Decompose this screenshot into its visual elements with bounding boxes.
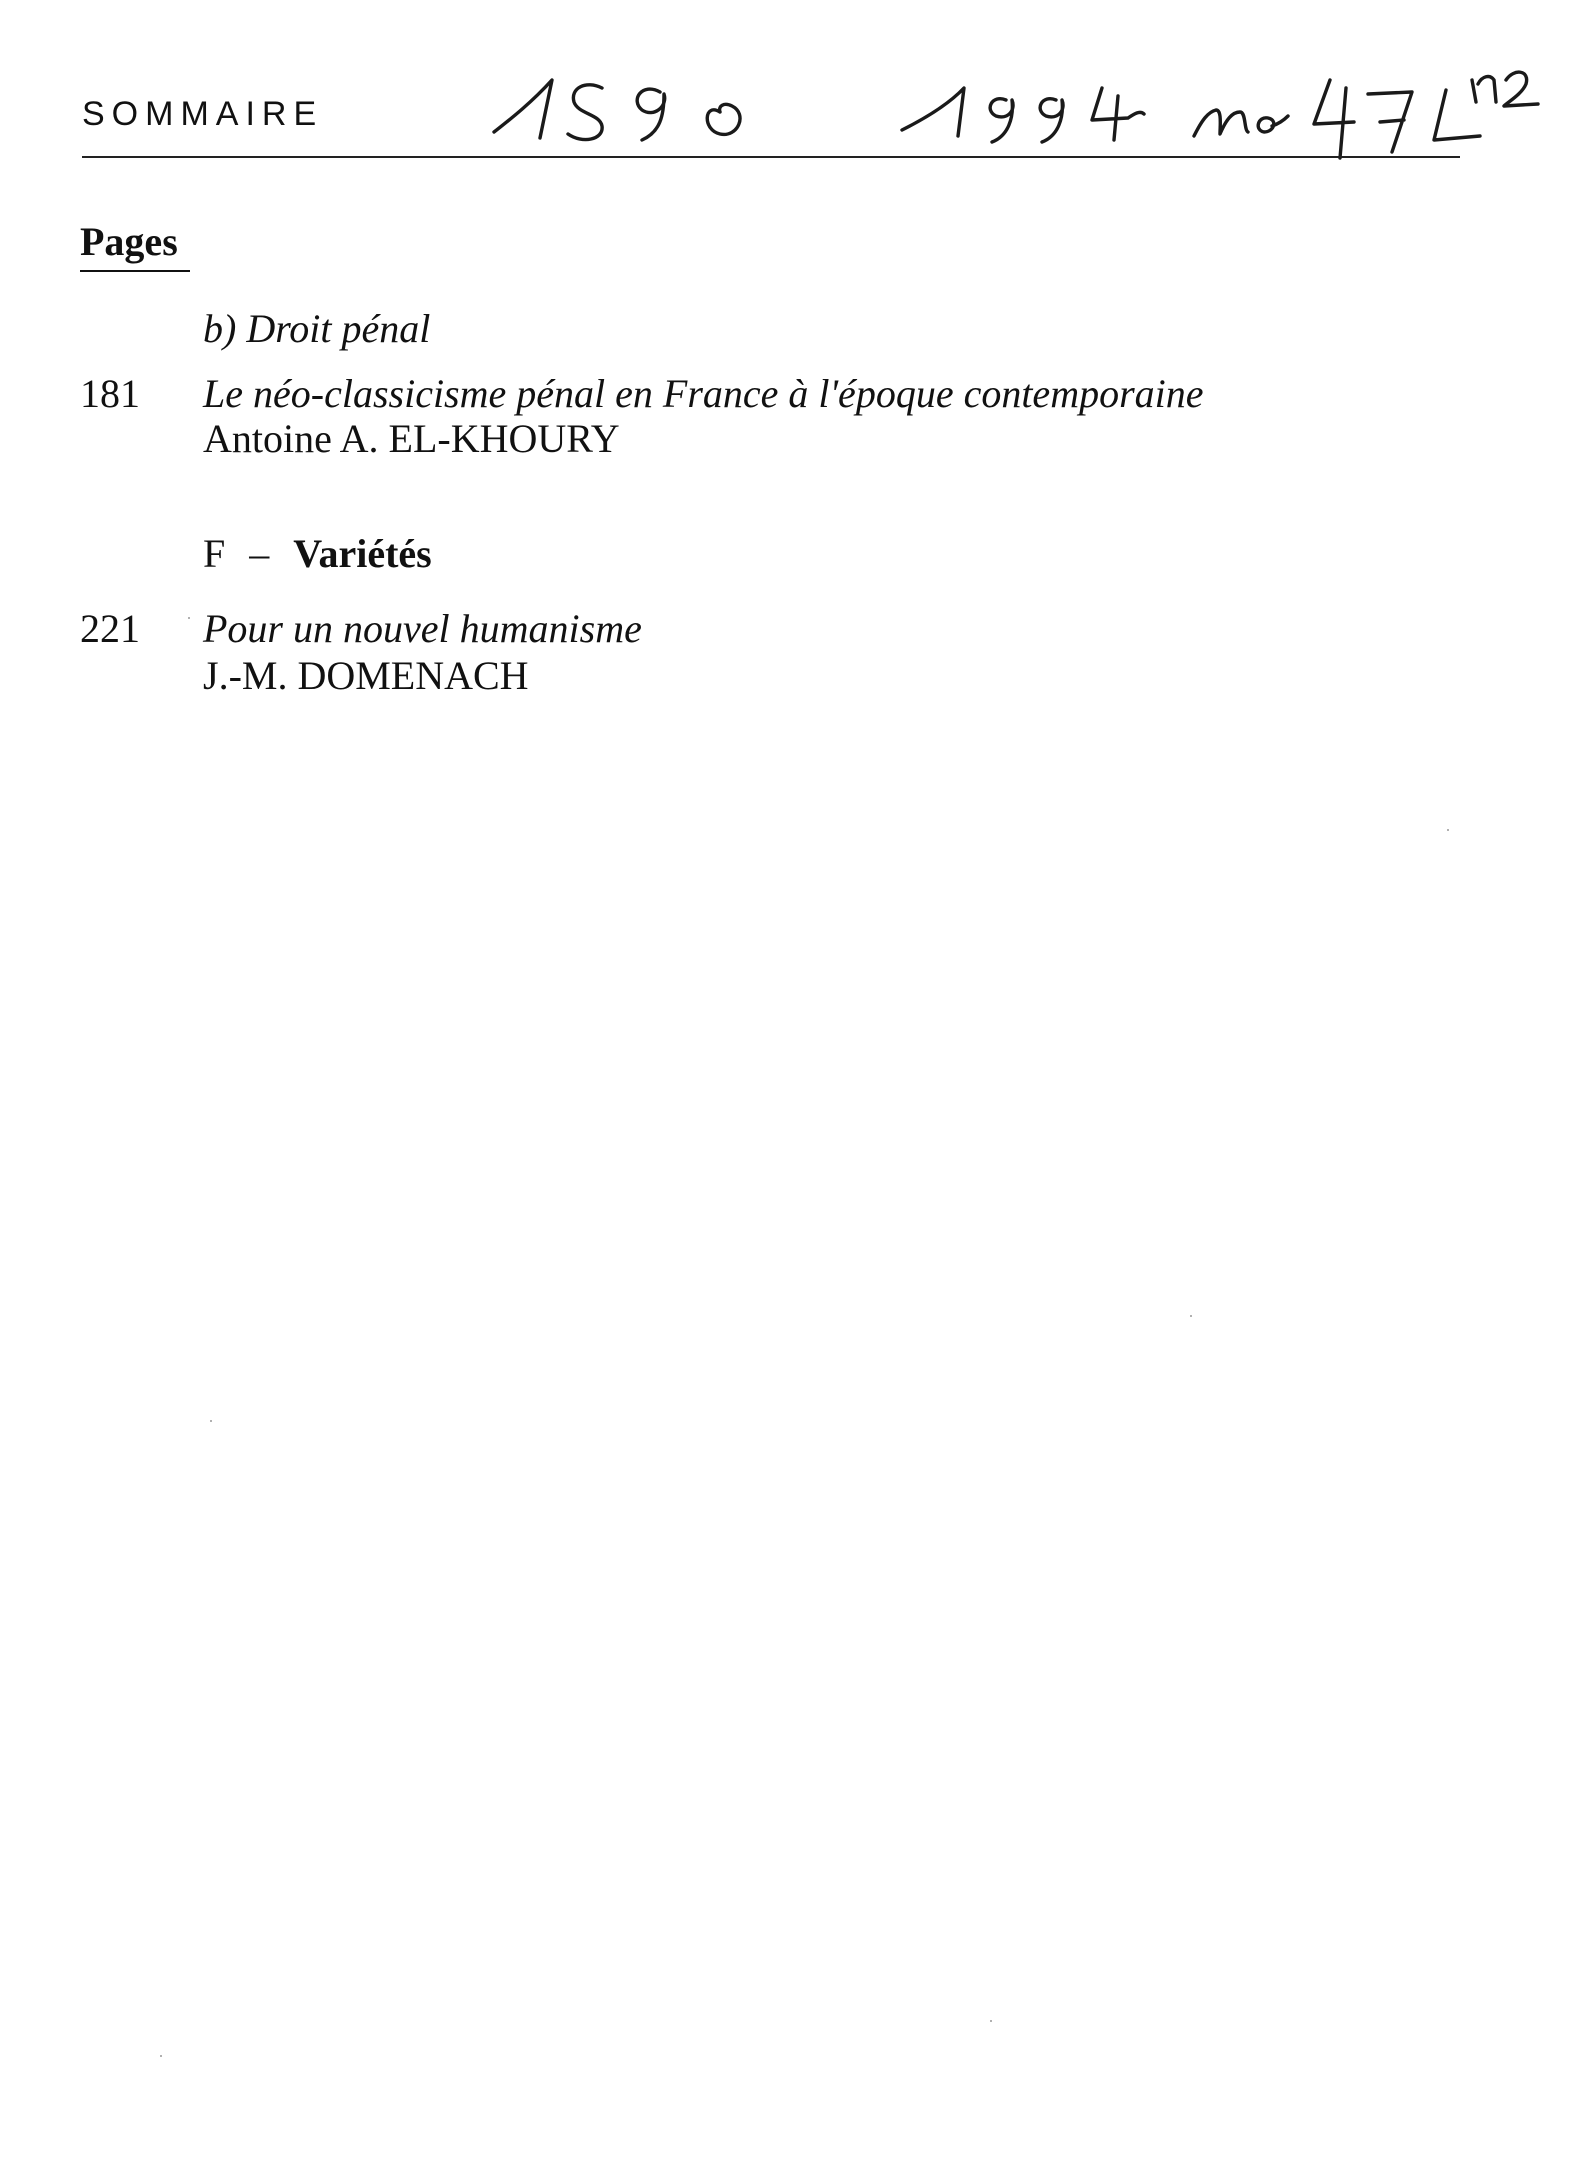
- page-header: [82, 40, 1460, 160]
- scan-speck: [160, 2055, 162, 2057]
- scan-speck: [210, 1420, 212, 1422]
- subsection-title: b) Droit pénal: [203, 306, 431, 351]
- section-letter: F: [203, 531, 226, 576]
- entry-author: J.-M. DOMENACH: [203, 653, 529, 698]
- entry-page-number: 221: [80, 606, 140, 651]
- handwritten-annotation: [402, 40, 1591, 160]
- header-divider: [82, 156, 1460, 158]
- scan-speck: [990, 2020, 992, 2022]
- entry-title: Le néo-classicisme pénal en France à l'époque contemporaine: [203, 371, 1204, 416]
- pages-underline: [80, 270, 190, 272]
- section-title: Variétés: [293, 531, 432, 576]
- section-heading: [203, 530, 432, 577]
- entry-title: Pour un nouvel humanisme: [203, 606, 642, 651]
- handwriting-strokes: [402, 40, 1591, 160]
- sommaire-heading: SOMMAIRE: [82, 95, 324, 133]
- section-dash: –: [249, 531, 270, 576]
- scan-speck: [188, 617, 190, 619]
- entry-author: Antoine A. EL-KHOURY: [203, 416, 620, 461]
- pages-column-heading: Pages: [80, 219, 178, 264]
- scan-speck: [1447, 829, 1449, 831]
- entry-page-number: 181: [80, 371, 140, 416]
- scan-speck: [1190, 1315, 1192, 1317]
